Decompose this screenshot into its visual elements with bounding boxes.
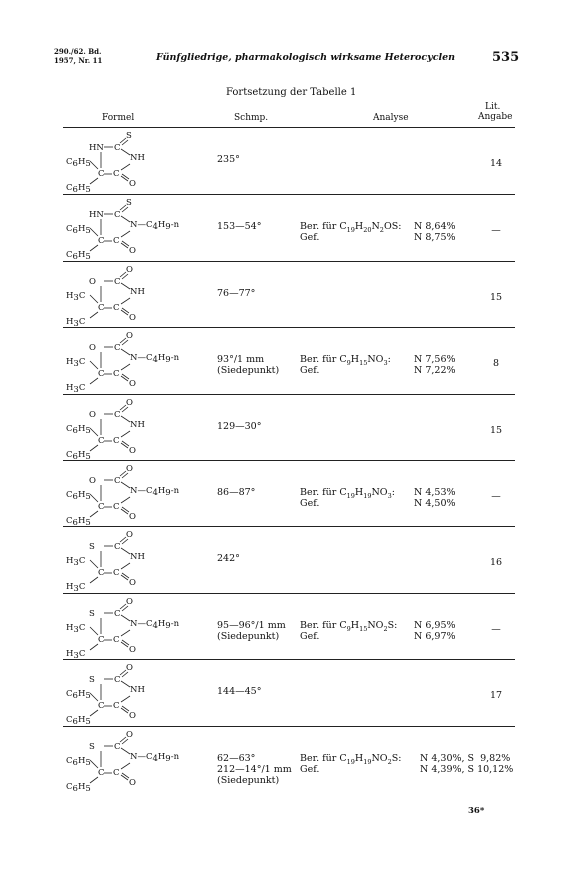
- column-header-formel: Formel: [102, 113, 135, 123]
- quaternary-carbon: C: [98, 568, 105, 578]
- analysis-found-label: Gef.: [300, 764, 320, 775]
- analysis-found-label: Gef.: [300, 365, 320, 376]
- analysis-found-value: N 6,97%: [414, 631, 456, 642]
- ring-carbon-bottom: C: [113, 169, 120, 179]
- substituent-top: C6H5: [66, 157, 91, 169]
- ring-carbon-top: C: [114, 410, 121, 420]
- substituent-top: H3C: [66, 357, 86, 369]
- analysis-found-value: N 4,50%: [414, 498, 456, 509]
- melting-point: 153—54°: [217, 221, 262, 232]
- structure-formula: [63, 727, 213, 793]
- ring-carbon-bottom: C: [113, 236, 120, 246]
- ring-carbon-bottom: C: [113, 768, 120, 778]
- melting-point: 235°: [217, 154, 240, 165]
- ring-carbon-top: C: [114, 476, 121, 486]
- column-header-analyse: Analyse: [373, 113, 409, 123]
- literature-reference: —: [491, 225, 501, 236]
- exocyclic-top-atom: S: [126, 131, 132, 141]
- analysis-calculated-value: N 6,95%: [414, 620, 456, 631]
- exocyclic-top-atom: O: [126, 730, 133, 740]
- carbonyl-oxygen: O: [129, 578, 136, 588]
- page-number: 535: [492, 50, 520, 65]
- analysis-found-value: N 4,39%, S 10,12%: [420, 764, 514, 775]
- literature-reference: 15: [489, 425, 503, 436]
- ring-carbon-top: C: [114, 343, 121, 353]
- structure-formula: [63, 594, 213, 660]
- quaternary-carbon: C: [98, 436, 105, 446]
- quaternary-carbon: C: [98, 369, 105, 379]
- ring-carbon-bottom: C: [113, 568, 120, 578]
- carbonyl-oxygen: O: [129, 512, 136, 522]
- melting-point: 144—45°: [217, 686, 262, 697]
- melting-point: 129—30°: [217, 421, 262, 432]
- ring-carbon-bottom: C: [113, 701, 120, 711]
- melting-point: 62—63° 212—14°/1 mm (Siedepunkt): [217, 753, 292, 786]
- running-title: Fünfgliedrige, pharmakologisch wirksame Heterocyclen: [156, 52, 456, 63]
- substituent-top: C6H5: [66, 756, 91, 768]
- ring-nitrogen-group: N—C4H9-n: [130, 619, 180, 631]
- melting-point: 95—96°/1 mm (Siedepunkt): [217, 620, 286, 642]
- analysis-calculated-label: Ber. für $C_{19}H_{19}NO_2S$:: [300, 753, 402, 766]
- quaternary-carbon: C: [98, 701, 105, 711]
- ring-heteroatom: HN: [89, 143, 104, 153]
- structure-formula: [63, 527, 213, 593]
- carbonyl-oxygen: O: [129, 179, 136, 189]
- journal-year-issue: 1957, Nr. 11: [54, 56, 103, 65]
- substituent-top: C6H5: [66, 424, 91, 436]
- analysis-found-label: Gef.: [300, 232, 320, 243]
- signature-mark: 36*: [468, 806, 485, 816]
- ring-carbon-top: C: [114, 609, 121, 619]
- substituent-top: C6H5: [66, 689, 91, 701]
- ring-heteroatom: O: [89, 476, 96, 486]
- column-header-angabe: Angabe: [478, 112, 513, 122]
- column-header-schmp: Schmp.: [234, 113, 269, 123]
- substituent-bottom: H3C: [66, 383, 86, 394]
- analysis-calculated-value: N 4,30%, S 9,82%: [420, 753, 511, 764]
- ring-nitrogen-group: N—C4H9-n: [130, 752, 180, 764]
- analysis-calculated-label: Ber. für $C_{19}H_{19}NO_3$:: [300, 487, 395, 500]
- quaternary-carbon: C: [98, 502, 105, 512]
- quaternary-carbon: C: [98, 768, 105, 778]
- ring-carbon-top: C: [114, 143, 121, 153]
- substituent-bottom: C6H5: [66, 450, 91, 461]
- literature-reference: 17: [489, 690, 503, 701]
- literature-reference: 8: [492, 358, 500, 369]
- exocyclic-top-atom: O: [126, 530, 133, 540]
- ring-carbon-top: C: [114, 675, 121, 685]
- substituent-top: C6H5: [66, 224, 91, 236]
- literature-reference: 14: [489, 158, 503, 169]
- ring-carbon-bottom: C: [113, 635, 120, 645]
- ring-carbon-bottom: C: [113, 436, 120, 446]
- melting-point: 93°/1 mm (Siedepunkt): [217, 354, 280, 376]
- ring-nitrogen-group: NH: [130, 685, 145, 695]
- melting-point: 86—87°: [217, 487, 256, 498]
- ring-carbon-top: C: [114, 742, 121, 752]
- structure-formula: [63, 128, 213, 194]
- analysis-calculated-value: N 4,53%: [414, 487, 456, 498]
- substituent-bottom: H3C: [66, 582, 86, 593]
- ring-nitrogen-group: NH: [130, 153, 145, 163]
- structure-formula: [63, 328, 213, 394]
- carbonyl-oxygen: O: [129, 246, 136, 256]
- carbonyl-oxygen: O: [129, 778, 136, 788]
- ring-carbon-top: C: [114, 210, 121, 220]
- substituent-bottom: H3C: [66, 317, 86, 328]
- ring-carbon-bottom: C: [113, 502, 120, 512]
- ring-carbon-bottom: C: [113, 369, 120, 379]
- quaternary-carbon: C: [98, 236, 105, 246]
- analysis-calculated-label: Ber. für $C_9H_{15}NO_2S$:: [300, 620, 398, 633]
- ring-heteroatom: S: [89, 742, 95, 752]
- substituent-bottom: H3C: [66, 649, 86, 660]
- exocyclic-top-atom: O: [126, 597, 133, 607]
- literature-reference: —: [491, 624, 501, 635]
- ring-carbon-top: C: [114, 277, 121, 287]
- structure-formula: [63, 461, 213, 527]
- journal-volume: 290./62. Bd.: [54, 47, 102, 56]
- carbonyl-oxygen: O: [129, 313, 136, 323]
- analysis-calculated-value: N 7,56%: [414, 354, 456, 365]
- ring-carbon-bottom: C: [113, 303, 120, 313]
- melting-point: 242°: [217, 553, 240, 564]
- quaternary-carbon: C: [98, 303, 105, 313]
- column-header-lit: Lit.: [485, 102, 501, 112]
- ring-nitrogen-group: NH: [130, 420, 145, 430]
- ring-nitrogen-group: N—C4H9-n: [130, 486, 180, 498]
- substituent-top: H3C: [66, 556, 86, 568]
- carbonyl-oxygen: O: [129, 379, 136, 389]
- structure-formula: [63, 395, 213, 461]
- ring-nitrogen-group: N—C4H9-n: [130, 220, 180, 232]
- substituent-bottom: C6H5: [66, 183, 91, 194]
- carbonyl-oxygen: O: [129, 711, 136, 721]
- carbonyl-oxygen: O: [129, 446, 136, 456]
- substituent-top: C6H5: [66, 490, 91, 502]
- analysis-calculated-value: N 8,64%: [414, 221, 456, 232]
- exocyclic-top-atom: O: [126, 331, 133, 341]
- ring-heteroatom: HN: [89, 210, 104, 220]
- exocyclic-top-atom: O: [126, 398, 133, 408]
- exocyclic-top-atom: O: [126, 663, 133, 673]
- analysis-found-label: Gef.: [300, 631, 320, 642]
- ring-heteroatom: O: [89, 410, 96, 420]
- ring-heteroatom: S: [89, 609, 95, 619]
- carbonyl-oxygen: O: [129, 645, 136, 655]
- analysis-found-value: N 8,75%: [414, 232, 456, 243]
- substituent-bottom: C6H5: [66, 782, 91, 793]
- structure-formula: [63, 660, 213, 726]
- analysis-calculated-label: Ber. für $C_9H_{15}NO_3$:: [300, 354, 391, 367]
- substituent-bottom: C6H5: [66, 250, 91, 261]
- literature-reference: 15: [489, 292, 503, 303]
- structure-formula: [63, 195, 213, 261]
- analysis-found-value: N 7,22%: [414, 365, 456, 376]
- substituent-top: H3C: [66, 623, 86, 635]
- quaternary-carbon: C: [98, 635, 105, 645]
- ring-nitrogen-group: N—C4H9-n: [130, 353, 180, 365]
- table-continuation-title: Fortsetzung der Tabelle 1: [226, 87, 357, 98]
- substituent-bottom: C6H5: [66, 516, 91, 527]
- literature-reference: 16: [489, 557, 503, 568]
- substituent-bottom: C6H5: [66, 715, 91, 726]
- ring-carbon-top: C: [114, 542, 121, 552]
- ring-nitrogen-group: NH: [130, 287, 145, 297]
- exocyclic-top-atom: O: [126, 464, 133, 474]
- melting-point: 76—77°: [217, 288, 256, 299]
- ring-heteroatom: O: [89, 343, 96, 353]
- quaternary-carbon: C: [98, 169, 105, 179]
- structure-formula: [63, 262, 213, 328]
- journal-reference: [54, 47, 102, 65]
- ring-nitrogen-group: NH: [130, 552, 145, 562]
- analysis-calculated-label: Ber. für $C_{19}H_{20}N_2OS$:: [300, 221, 402, 234]
- exocyclic-top-atom: O: [126, 265, 133, 275]
- ring-heteroatom: O: [89, 277, 96, 287]
- exocyclic-top-atom: S: [126, 198, 132, 208]
- ring-heteroatom: S: [89, 542, 95, 552]
- ring-heteroatom: S: [89, 675, 95, 685]
- analysis-found-label: Gef.: [300, 498, 320, 509]
- literature-reference: —: [491, 491, 501, 502]
- substituent-top: H3C: [66, 291, 86, 303]
